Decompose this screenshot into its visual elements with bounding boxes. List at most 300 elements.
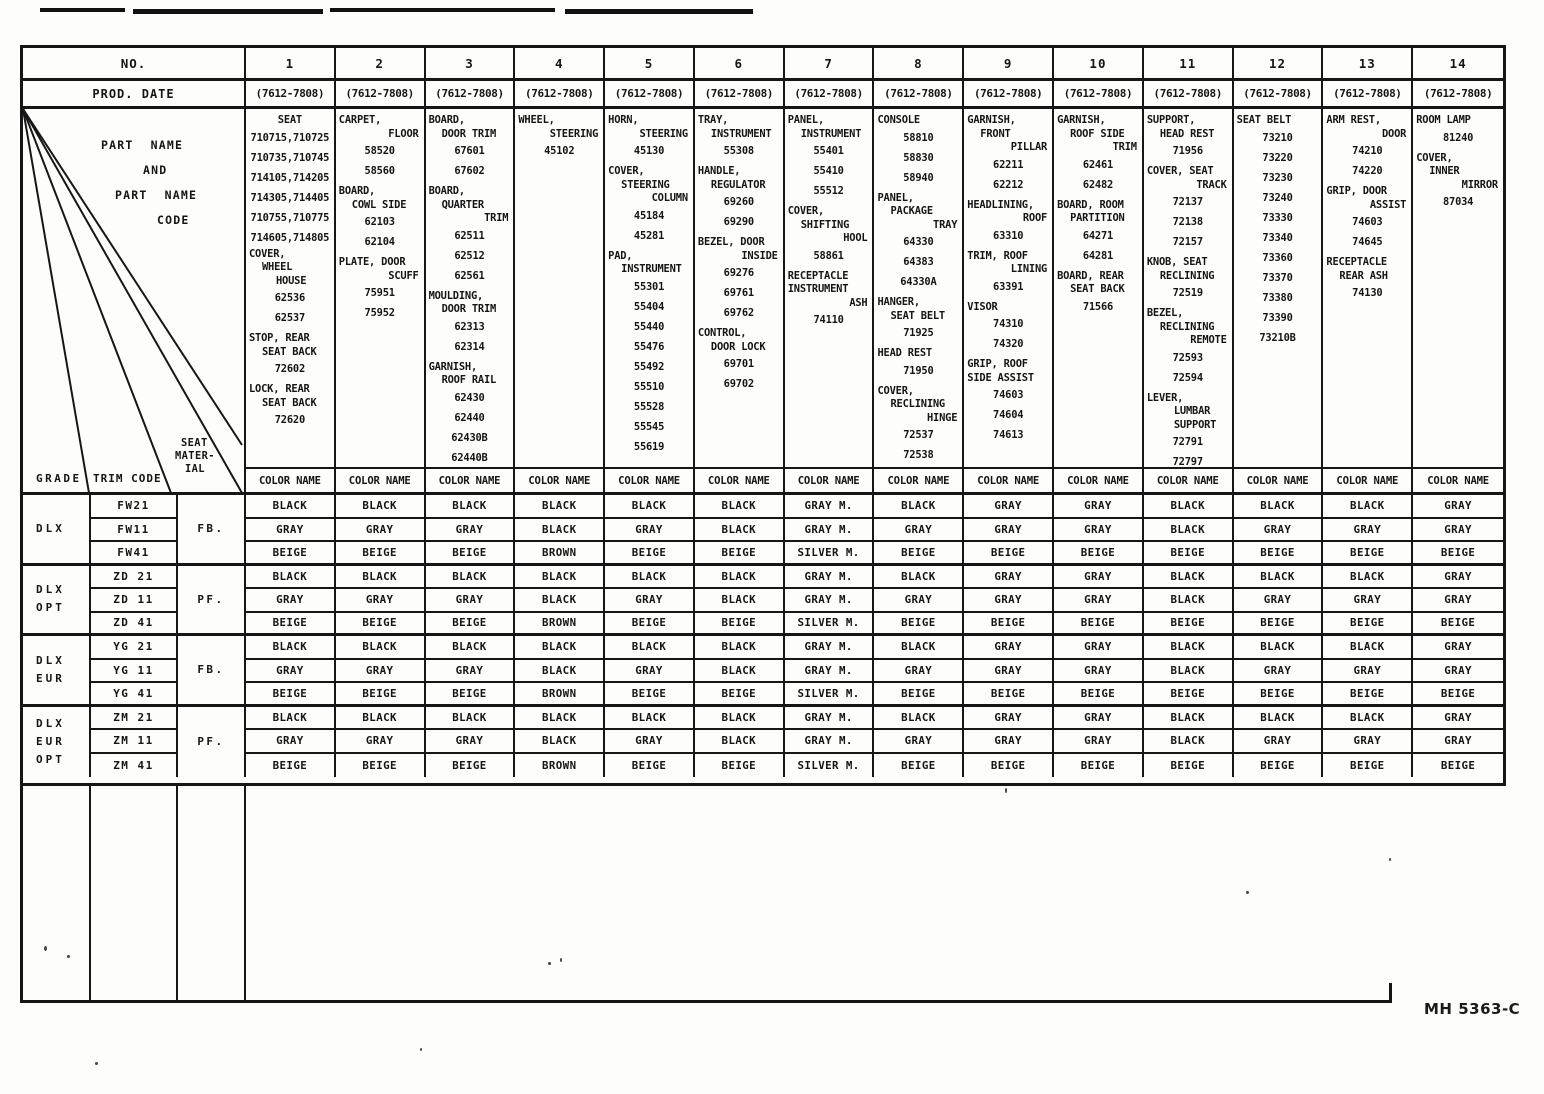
table-line — [89, 783, 91, 1003]
prod-date: (7612-7808) — [1323, 81, 1413, 109]
seat-material-label-line: SEAT — [181, 437, 208, 449]
color-value: BLACK — [515, 589, 605, 613]
color-value: BEIGE — [1144, 683, 1234, 707]
parts-column-5 — [605, 109, 695, 469]
color-value: BEIGE — [874, 683, 964, 707]
part-name-line: BEZEL, — [1146, 307, 1184, 319]
column-number: 2 — [336, 48, 426, 81]
color-value: BEIGE — [426, 542, 516, 566]
part-code: 64330A — [900, 276, 937, 288]
color-value: BLACK — [1144, 730, 1234, 754]
part-code: 73360 — [1262, 251, 1293, 264]
part-name-line: HOUSE — [276, 274, 307, 287]
color-value: BEIGE — [1440, 758, 1476, 772]
color-value: SILVER M. — [785, 613, 875, 637]
color-value: GRAY — [336, 660, 426, 684]
trim-code-cell: FW21 — [91, 495, 178, 519]
part-name-line: DOOR TRIM — [441, 127, 497, 140]
part-name-line: LEVER, — [1146, 391, 1184, 404]
part-name-label-line: AND — [143, 163, 168, 177]
trim-code-cell: ZD 11 — [91, 589, 178, 613]
part-name-line: BOARD, — [428, 114, 465, 126]
prod-date: (7612-7808) — [1413, 81, 1503, 109]
color-value: GRAY — [964, 495, 1054, 519]
part-name-line: RECLINING — [890, 398, 945, 410]
parts-column-9 — [964, 109, 1054, 469]
scan-speck — [1246, 891, 1249, 894]
part-code: 64330 — [903, 236, 934, 248]
color-value: GRAY — [426, 519, 516, 543]
part-code: 63391 — [993, 280, 1024, 293]
color-value: GRAY — [964, 566, 1054, 590]
part-code: 58940 — [903, 171, 934, 184]
color-value: BEIGE — [336, 754, 426, 778]
color-value: GRAY — [964, 707, 1054, 731]
color-value: BEIGE — [695, 613, 785, 637]
color-value: BEIGE — [246, 754, 336, 778]
color-value: BLACK — [515, 566, 605, 590]
part-name-line: COVER, — [877, 384, 914, 397]
grade-cell — [23, 636, 91, 707]
part-name-line: REGULATOR — [710, 178, 766, 191]
trim-code-cell: FW11 — [91, 519, 178, 543]
part-name-line: DOOR LOCK — [710, 340, 766, 353]
color-value: SILVER M. — [785, 683, 875, 707]
parts-column-12 — [1234, 109, 1324, 469]
column-number: 9 — [964, 48, 1054, 81]
color-value: GRAY — [964, 636, 1054, 660]
part-name-line: PANEL, — [877, 191, 914, 204]
part-code: 710715,710725 — [250, 131, 330, 144]
seat-material-label-line: MATER- — [175, 450, 215, 462]
part-code: 69290 — [723, 216, 754, 228]
color-value: BEIGE — [246, 683, 336, 707]
part-name-line: ROOF RAIL — [441, 374, 497, 386]
color-value: GRAY — [1323, 730, 1413, 754]
color-value: BLACK — [515, 636, 605, 660]
color-value: BLACK — [246, 566, 336, 590]
part-name-line: RECLINING — [1159, 320, 1215, 333]
trim-code-column-label: TRIM CODE — [93, 472, 162, 485]
part-name-line: SIDE ASSIST — [967, 371, 1034, 384]
color-value: BEIGE — [426, 613, 516, 637]
color-value: BROWN — [515, 754, 605, 778]
part-code: 58810 — [903, 131, 934, 144]
color-value: BEIGE — [246, 542, 336, 566]
grade-label: OPT — [36, 752, 65, 766]
part-code: 62313 — [454, 320, 485, 333]
part-name-line: PACKAGE — [890, 205, 933, 217]
part-name-line: BEZEL, DOOR — [697, 236, 765, 248]
part-name-line: COVER, — [787, 205, 825, 217]
color-value: GRAY — [1413, 519, 1503, 543]
part-code: 75952 — [364, 307, 395, 319]
part-code: 64281 — [1082, 249, 1114, 262]
color-value: GRAY — [1054, 660, 1144, 684]
color-value: GRAY — [426, 730, 516, 754]
part-name-line: FRONT — [980, 127, 1011, 140]
trim-code-cell: YG 11 — [91, 660, 178, 684]
part-name-line: REAR ASH — [1339, 269, 1388, 282]
part-name-line: BOARD, ROOM — [1057, 198, 1124, 211]
parts-column-8 — [874, 109, 964, 469]
part-name-line: BOARD, — [338, 185, 376, 197]
seat-material-cell: PF. — [178, 707, 246, 778]
part-code: 72157 — [1172, 236, 1203, 248]
part-code: 62103 — [364, 216, 395, 228]
parts-column-3 — [426, 109, 516, 469]
part-code: 74613 — [993, 429, 1024, 441]
part-code: 62314 — [454, 340, 485, 353]
part-name-line: GARNISH, — [967, 114, 1016, 126]
color-value: GRAY — [1054, 707, 1144, 731]
part-code: 73220 — [1262, 151, 1293, 164]
part-name-line: CARPET, — [338, 114, 382, 126]
color-value: BEIGE — [605, 542, 695, 566]
part-name-line: SEAT BELT — [1236, 114, 1292, 126]
color-value: GRAY M. — [785, 495, 875, 519]
color-value: GRAY M. — [785, 566, 875, 590]
part-code: 71925 — [903, 327, 934, 339]
part-name-line: SEAT BACK — [262, 396, 317, 409]
color-value: BLACK — [246, 636, 336, 660]
color-value: GRAY — [1323, 519, 1413, 543]
column-number: 14 — [1413, 48, 1503, 81]
color-value: GRAY — [605, 730, 695, 754]
parts-column-13 — [1323, 109, 1413, 469]
color-value: BLACK — [695, 707, 785, 731]
color-value: BEIGE — [695, 683, 785, 707]
grade-cell — [23, 566, 91, 637]
part-name-line: WHEEL, — [518, 114, 555, 126]
color-value: GRAY — [336, 589, 426, 613]
part-code: 55440 — [633, 320, 665, 333]
parts-column-4 — [515, 109, 605, 469]
color-value: BLACK — [874, 636, 964, 660]
part-code: 64383 — [903, 256, 934, 268]
part-code: 62537 — [274, 312, 306, 324]
part-code: 74310 — [993, 318, 1024, 330]
color-value: BEIGE — [964, 683, 1054, 707]
color-value: GRAY M. — [785, 660, 875, 684]
part-code: 62430 — [454, 391, 485, 404]
color-value: SILVER M. — [785, 754, 875, 778]
grade-cell — [23, 707, 91, 778]
parts-column-2 — [336, 109, 426, 469]
part-name-line: SEAT BELT — [890, 309, 945, 322]
part-name-line: TRIM — [1112, 141, 1137, 153]
color-value: GRAY — [1054, 730, 1144, 754]
part-name-line: TRIM — [484, 212, 509, 224]
color-value: GRAY — [1234, 660, 1324, 684]
color-value: BEIGE — [1144, 613, 1234, 637]
color-value: BLACK — [1234, 636, 1324, 660]
part-name-line: MOULDING, — [428, 289, 484, 302]
color-value: BEIGE — [1234, 683, 1324, 707]
table-line — [1389, 983, 1392, 1003]
grade-cell — [23, 495, 91, 566]
color-name-header: COLOR NAME — [336, 469, 426, 495]
grade-label: EUR — [36, 734, 65, 748]
grade-label: DLX — [36, 521, 65, 535]
scan-speck — [44, 946, 47, 951]
color-value: BLACK — [426, 707, 516, 731]
color-value: BEIGE — [874, 542, 964, 566]
scan-speck — [95, 1062, 98, 1065]
part-code: 714305,714405 — [250, 191, 330, 204]
color-value: BEIGE — [964, 754, 1054, 778]
part-name-line: BOARD, — [428, 185, 465, 197]
part-name-line: SUPPORT — [1173, 418, 1217, 431]
part-name-and-code-label — [101, 133, 197, 233]
color-value: BLACK — [1144, 660, 1234, 684]
color-value: GRAY — [1413, 566, 1503, 590]
part-code: 73330 — [1262, 211, 1293, 224]
part-code: 72594 — [1172, 371, 1203, 384]
part-code: 74220 — [1352, 165, 1383, 177]
color-value: GRAY — [1413, 589, 1503, 613]
color-value: BEIGE — [336, 683, 426, 707]
part-code: 714105,714205 — [250, 171, 330, 184]
color-value: BLACK — [605, 636, 695, 660]
no-header-cell: NO. — [23, 48, 246, 81]
part-name-line: GRIP, ROOF — [967, 358, 1028, 370]
part-code: 72519 — [1172, 287, 1203, 299]
part-code: 62212 — [993, 178, 1024, 191]
part-name-line: STEERING — [621, 178, 670, 191]
publication-code: MH 5363-C — [1424, 1000, 1521, 1018]
part-name-line: STEERING — [549, 127, 599, 140]
color-value: BEIGE — [1054, 613, 1144, 637]
part-name-line: GARNISH, — [428, 360, 478, 373]
color-value: BLACK — [1234, 566, 1324, 590]
part-name-line: PANEL, — [787, 114, 825, 126]
prod-date: (7612-7808) — [695, 81, 785, 109]
part-code: 55545 — [633, 420, 665, 433]
trim-code-cell: YG 41 — [91, 683, 178, 707]
part-code: 72138 — [1172, 216, 1203, 228]
column-number: 4 — [515, 48, 605, 81]
column-number: 3 — [426, 48, 516, 81]
part-name-line: COVER, — [1416, 151, 1453, 164]
part-code: 55528 — [633, 400, 665, 413]
color-value: BEIGE — [695, 754, 785, 778]
parts-column-1 — [246, 109, 336, 469]
part-code: 69761 — [723, 287, 754, 299]
color-value: BEIGE — [1054, 542, 1144, 566]
color-value: GRAY — [874, 660, 964, 684]
color-value: GRAY — [336, 730, 426, 754]
part-code: 73370 — [1262, 271, 1293, 284]
part-code: 62511 — [454, 229, 485, 242]
part-name-line: HEADLINING, — [967, 198, 1034, 211]
color-value: BLACK — [515, 707, 605, 731]
color-value: BLACK — [874, 566, 964, 590]
part-code: 55401 — [813, 145, 844, 157]
color-value: BEIGE — [605, 613, 695, 637]
column-number: 6 — [695, 48, 785, 81]
color-value: BEIGE — [605, 754, 695, 778]
color-value: GRAY — [874, 519, 964, 543]
part-code: 72797 — [1172, 456, 1203, 468]
seat-material-label-line: IAL — [185, 463, 205, 475]
color-value: BEIGE — [1234, 754, 1324, 778]
trim-code-cell: ZD 41 — [91, 613, 178, 637]
table-line — [244, 783, 246, 1003]
seat-material-cell: PF. — [178, 566, 246, 637]
part-name-line: HORN, — [608, 114, 639, 126]
part-code: 73210 — [1262, 131, 1293, 144]
part-code: 72620 — [274, 414, 306, 426]
color-value: GRAY — [1054, 636, 1144, 660]
part-code: 73390 — [1262, 311, 1293, 324]
part-name-line: CONSOLE — [877, 114, 920, 126]
color-value: BLACK — [1323, 566, 1413, 590]
color-value: BEIGE — [1413, 613, 1503, 637]
color-value: BEIGE — [1413, 542, 1503, 566]
color-value: BLACK — [336, 495, 426, 519]
part-code: 55512 — [813, 185, 844, 197]
color-value: BLACK — [336, 636, 426, 660]
color-value: BLACK — [695, 660, 785, 684]
part-name-line: RECEPTACLE — [787, 269, 849, 282]
part-code: 63310 — [993, 229, 1024, 242]
part-name-line: ASSIST — [1369, 198, 1407, 211]
part-name-line: STEERING — [639, 127, 688, 140]
seat-material-cell: FB. — [178, 495, 246, 566]
prod-date: (7612-7808) — [336, 81, 426, 109]
color-value: GRAY — [1234, 589, 1324, 613]
color-value: BLACK — [695, 636, 785, 660]
part-code: 74320 — [993, 338, 1024, 350]
part-name-line: GARNISH, — [1057, 114, 1106, 126]
part-name-line: PARTITION — [1070, 212, 1125, 224]
color-value: BLACK — [336, 707, 426, 731]
grade-label: DLX — [36, 716, 65, 730]
prod-date: (7612-7808) — [426, 81, 516, 109]
color-value: GRAY — [246, 730, 336, 754]
part-code: 71950 — [903, 364, 934, 377]
part-name-label-line: PART NAME — [115, 188, 198, 202]
part-code: 72593 — [1172, 351, 1203, 364]
part-name-line: COVER, — [608, 165, 645, 177]
part-name-line: HANDLE, — [697, 165, 741, 177]
part-code: 62104 — [364, 236, 395, 248]
part-name-line: ASH — [849, 296, 868, 309]
table-line — [20, 1000, 1392, 1003]
part-code: 64271 — [1082, 229, 1114, 242]
table-line — [20, 783, 23, 1003]
part-code: 81240 — [1442, 131, 1474, 144]
part-code: 55404 — [633, 300, 665, 313]
column-number: 12 — [1234, 48, 1324, 81]
part-name-line: INSTRUMENT — [800, 127, 862, 140]
part-code: 73230 — [1262, 171, 1293, 184]
color-value: BLACK — [426, 636, 516, 660]
color-value: GRAY M. — [785, 589, 875, 613]
part-code: 67602 — [454, 165, 485, 177]
part-name-line: TRAY — [933, 218, 958, 231]
part-name-line: LINING — [1010, 263, 1048, 275]
color-value: BLACK — [515, 495, 605, 519]
color-value: BEIGE — [426, 754, 516, 778]
color-value: BLACK — [336, 566, 426, 590]
part-code: 72137 — [1172, 196, 1203, 208]
color-value: SILVER M. — [785, 542, 875, 566]
color-value: BEIGE — [874, 613, 964, 637]
part-name-line: GRIP, DOOR — [1326, 185, 1387, 197]
color-value: BEIGE — [1323, 754, 1413, 778]
part-code: 55476 — [633, 340, 665, 353]
color-name-header: COLOR NAME — [1234, 469, 1324, 495]
part-name-line: ARM REST, — [1326, 114, 1381, 126]
part-code: 62561 — [454, 269, 485, 282]
part-code: 75951 — [364, 287, 395, 299]
column-number: 1 — [246, 48, 336, 81]
grade-label: DLX — [36, 583, 65, 597]
prod-date: (7612-7808) — [964, 81, 1054, 109]
part-code: 69260 — [723, 196, 754, 208]
prod-date: (7612-7808) — [605, 81, 695, 109]
part-name-line: STOP, REAR — [249, 332, 310, 344]
color-value: GRAY — [605, 519, 695, 543]
seat-material-label — [175, 437, 215, 476]
color-value: BEIGE — [1323, 542, 1413, 566]
part-name-header-cell — [23, 109, 246, 495]
part-code: 69701 — [723, 358, 754, 370]
color-value: BLACK — [1234, 495, 1324, 519]
color-value: GRAY M. — [785, 519, 875, 543]
part-name-line: VISOR — [967, 300, 998, 313]
prod-date: (7612-7808) — [1234, 81, 1324, 109]
column-number: 5 — [605, 48, 695, 81]
color-value: BLACK — [695, 519, 785, 543]
part-code: 72538 — [903, 449, 934, 461]
prod-date: (7612-7808) — [785, 81, 875, 109]
color-value: BLACK — [1144, 636, 1234, 660]
trim-code-cell: FW41 — [91, 542, 178, 566]
color-value: GRAY M. — [785, 636, 875, 660]
part-name-line: HANGER, — [877, 296, 920, 308]
part-code: 74645 — [1352, 236, 1383, 248]
color-value: BEIGE — [695, 542, 785, 566]
color-value: BLACK — [874, 707, 964, 731]
color-value: BLACK — [246, 707, 336, 731]
prod-date: (7612-7808) — [515, 81, 605, 109]
part-code: 58830 — [903, 151, 934, 164]
trim-code-cell: ZM 11 — [91, 730, 178, 754]
color-value: GRAY — [964, 589, 1054, 613]
color-value: BEIGE — [1054, 683, 1144, 707]
part-code: 62211 — [993, 158, 1024, 171]
part-name-line: PLATE, DOOR — [338, 256, 406, 268]
part-code: 74603 — [1352, 216, 1383, 228]
color-value: GRAY — [246, 589, 336, 613]
part-name-line: TRAY, — [697, 114, 729, 126]
parts-column-7 — [785, 109, 875, 469]
color-value: GRAY — [1234, 730, 1324, 754]
color-value: BLACK — [695, 730, 785, 754]
part-name-line: SEAT BACK — [1070, 283, 1125, 295]
grade-label: OPT — [36, 601, 65, 615]
part-code: 45130 — [633, 145, 665, 157]
color-value: GRAY — [964, 519, 1054, 543]
color-value: GRAY — [246, 660, 336, 684]
part-code: 72791 — [1172, 436, 1203, 448]
column-number: 10 — [1054, 48, 1144, 81]
color-value: GRAY — [426, 660, 516, 684]
scan-speck — [560, 958, 562, 962]
